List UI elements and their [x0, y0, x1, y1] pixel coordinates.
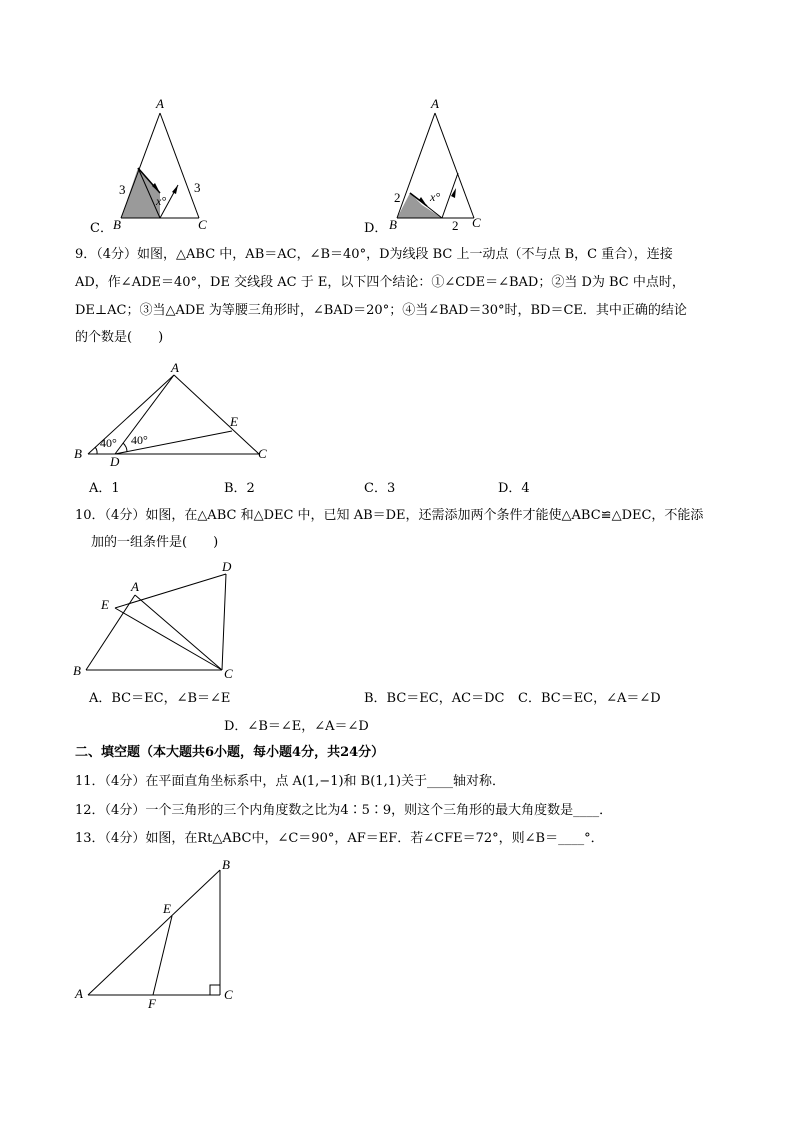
fig-d-label-b: B [389, 217, 397, 232]
fig-c-label-c: C [198, 217, 207, 232]
fig-c-side-left-label: 3 [119, 182, 126, 197]
fig-c-angle-label: x° [156, 194, 167, 208]
q13-segment-ef [153, 916, 172, 995]
q10-label-a: A [131, 579, 139, 594]
fig-c-option-label: C． [90, 221, 113, 236]
section-2-heading: 二、填空题（本大题共6小题，每小题4分，共24分） [75, 745, 385, 760]
q10-label-b: B [73, 663, 81, 678]
fig-d-side-left-label: 2 [394, 190, 401, 205]
q13-side-ab [88, 870, 220, 995]
q13-text: 13．（4分）如图，在Rt△ABC中，∠C＝90°，AF＝EF．若∠CFE＝72°，则∠B＝____°． [75, 831, 604, 846]
q9-line-2: AD，作∠ADE＝40°，DE 交线段 AC 于 E，以下四个结论：①∠CDE＝∠BAD；②当 D为 BC 中点时， [75, 275, 685, 290]
q10-option-b[interactable]: B．BC＝EC，AC＝DC [364, 691, 505, 706]
q10-line-2: 加的一组条件是( ) [91, 535, 219, 550]
q13-right-angle-mark [210, 985, 220, 995]
q11-text: 11．（4分）在平面直角坐标系中，点 A(1,−1)和 B(1,1)关于____轴对称． [75, 774, 506, 789]
q10-line-1: 10．（4分）如图，在△ABC 和△DEC 中，已知 AB＝DE，还需添加两个条件才能使△ABC≌△DEC，不能添 [75, 508, 704, 523]
q12-text: 12．（4分）一个三角形的三个内角度数之比为4∶5∶9，则这个三角形的最大角度数是____． [75, 803, 613, 818]
fig-d-label-c: C [472, 215, 481, 230]
q9-label-e: E [230, 414, 238, 429]
q13-label-c: C [224, 987, 233, 1002]
q13-label-e: E [163, 901, 171, 916]
q9-option-b[interactable]: B．2 [224, 481, 255, 496]
q9-line-3: DE⊥AC；③当△ADE 为等腰三角形时，∠BAD＝20°；④当∠BAD＝30°时，BD＝CE．其中正确的结论 [75, 303, 687, 318]
fig-d-label-a: A [431, 96, 439, 111]
q10-option-a[interactable]: A．BC＝EC，∠B＝∠E [89, 691, 231, 706]
q9-label-a: A [171, 360, 179, 375]
q9-angle-2-label: 40° [131, 433, 148, 447]
q13-label-f: F [148, 996, 156, 1011]
fig-c-label-b: B [113, 217, 121, 232]
q10-label-e: E [101, 597, 109, 612]
fig-c-side-right-label: 3 [194, 180, 201, 195]
q10-option-c[interactable]: C．BC＝EC，∠A＝∠D [518, 691, 661, 706]
q9-option-a[interactable]: A．1 [89, 481, 120, 496]
q9-label-b: B [74, 446, 82, 461]
q9-option-d[interactable]: D．4 [498, 481, 530, 496]
q9-angle-1-label: 40° [100, 436, 117, 450]
q9-label-d: D [110, 454, 120, 469]
fig-d-angle-label: x° [430, 190, 441, 204]
q10-option-d[interactable]: D．∠B＝∠E，∠A＝∠D [224, 719, 369, 734]
q9-line-1: 9．（4分）如图，△ABC 中，AB＝AC，∠B＝40°，D为线段 BC 上一动点（不与点 B，C 重合），连接 [75, 247, 673, 262]
q13-label-b: B [222, 857, 230, 872]
q13-label-a: A [75, 986, 83, 1001]
q9-label-c: C [258, 446, 267, 461]
fig-d-option-label: D． [364, 221, 388, 236]
fig-c-label-a: A [156, 96, 164, 111]
q9-option-c[interactable]: C．3 [364, 481, 396, 496]
q9-line-4: 的个数是( ) [75, 330, 164, 345]
q10-label-c: C [224, 666, 233, 681]
q10-label-d: D [222, 559, 232, 574]
fig-d-side-bottom-label: 2 [452, 218, 459, 233]
